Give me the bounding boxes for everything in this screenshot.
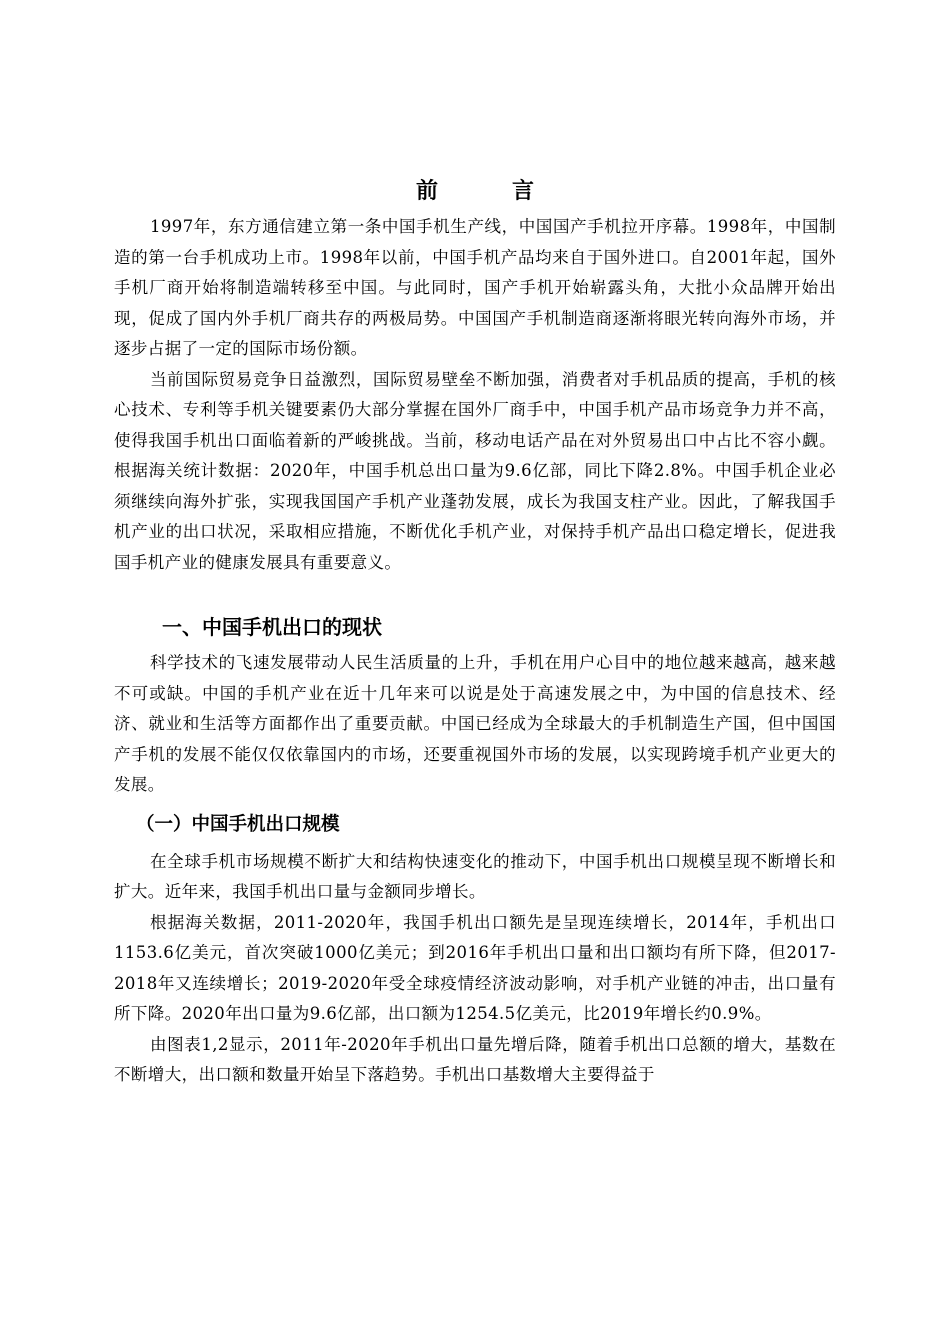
subsection-heading: （一）中国手机出口规模: [136, 813, 340, 835]
preface-paragraph-2: 当前国际贸易竞争日益激烈，国际贸易壁垒不断加强，消费者对手机品质的提高，手机的核心技术、专利等手机关键要素仍大部分掌握在国外厂商手中，中国手机产品市场竞争力并不高，使得我国手机出口面临着新的严峻挑战。当前，移动电话产品在对外贸易出口中占比不容小觑。根据海关统计数据：2020年，中国手机总出口量为9.6亿部，同比下降2.8%。中国手机企业必须继续向海外扩张，实现我国国产手机产业蓬勃发展，成长为我国支柱产业。因此，了解我国手机产业的出口状况，采取相应措施，不断优化手机产业，对保持手机产品出口稳定增长，促进我国手机产业的健康发展具有重要意义。: [114, 369, 836, 572]
subsection-paragraph-3: 由图表1,2显示，2011年-2020年手机出口量先增后降，随着手机出口总额的增大，基数在不断增大，出口额和数量开始呈下落趋势。手机出口基数增大主要得益于: [114, 1034, 836, 1084]
section-spacer: [114, 578, 836, 610]
document-body: [114, 172, 836, 1091]
subsection-paragraph-2: 根据海关数据，2011-2020年，我国手机出口额先是呈现连续增长，2014年，手机出口1153.6亿美元，首次突破1000亿美元；到2016年手机出口量和出口额均有所下降，但2017-2018年又连续增长；2019-2020年受全球疫情经济波动影响，对手机产业链的冲击，出口量有所下降。2020年出口量为9.6亿部，出口额为1254.5亿美元，比2019年增长约0.9%。: [114, 912, 836, 1023]
preface-paragraph-1: 1997年，东方通信建立第一条中国手机生产线，中国国产手机拉开序幕。1998年，中国制造的第一台手机成功上市。1998年以前，中国手机产品均来自于国外进口。自2001年起，国外手机厂商开始将制造端转移至中国。与此同时，国产手机开始崭露头角，大批小众品牌开始出现，促成了国内外手机厂商共存的两极局势。中国国产手机制造商逐渐将眼光转向海外市场，并逐步占据了一定的国际市场份额。: [114, 217, 836, 358]
preface-title: 前 言: [415, 179, 560, 204]
section-paragraph-1: 科学技术的飞速发展带动人民生活质量的上升，手机在用户心目中的地位越来越高，越来越不可或缺。中国的手机产业在近十几年来可以说是处于高速发展之中，为中国的信息技术、经济、就业和生活等方面都作出了重要贡献。中国已经成为全球最大的手机制造生产国，但中国国产手机的发展不能仅仅依靠国内的市场，还要重视国外市场的发展，以实现跨境手机产业更大的发展。: [114, 653, 836, 794]
section-heading: 一、中国手机出口的现状: [162, 615, 382, 639]
subsection-paragraph-1: 在全球手机市场规模不断扩大和结构快速变化的推动下，中国手机出口规模呈现不断增长和扩大。近年来，我国手机出口量与金额同步增长。: [114, 851, 836, 901]
